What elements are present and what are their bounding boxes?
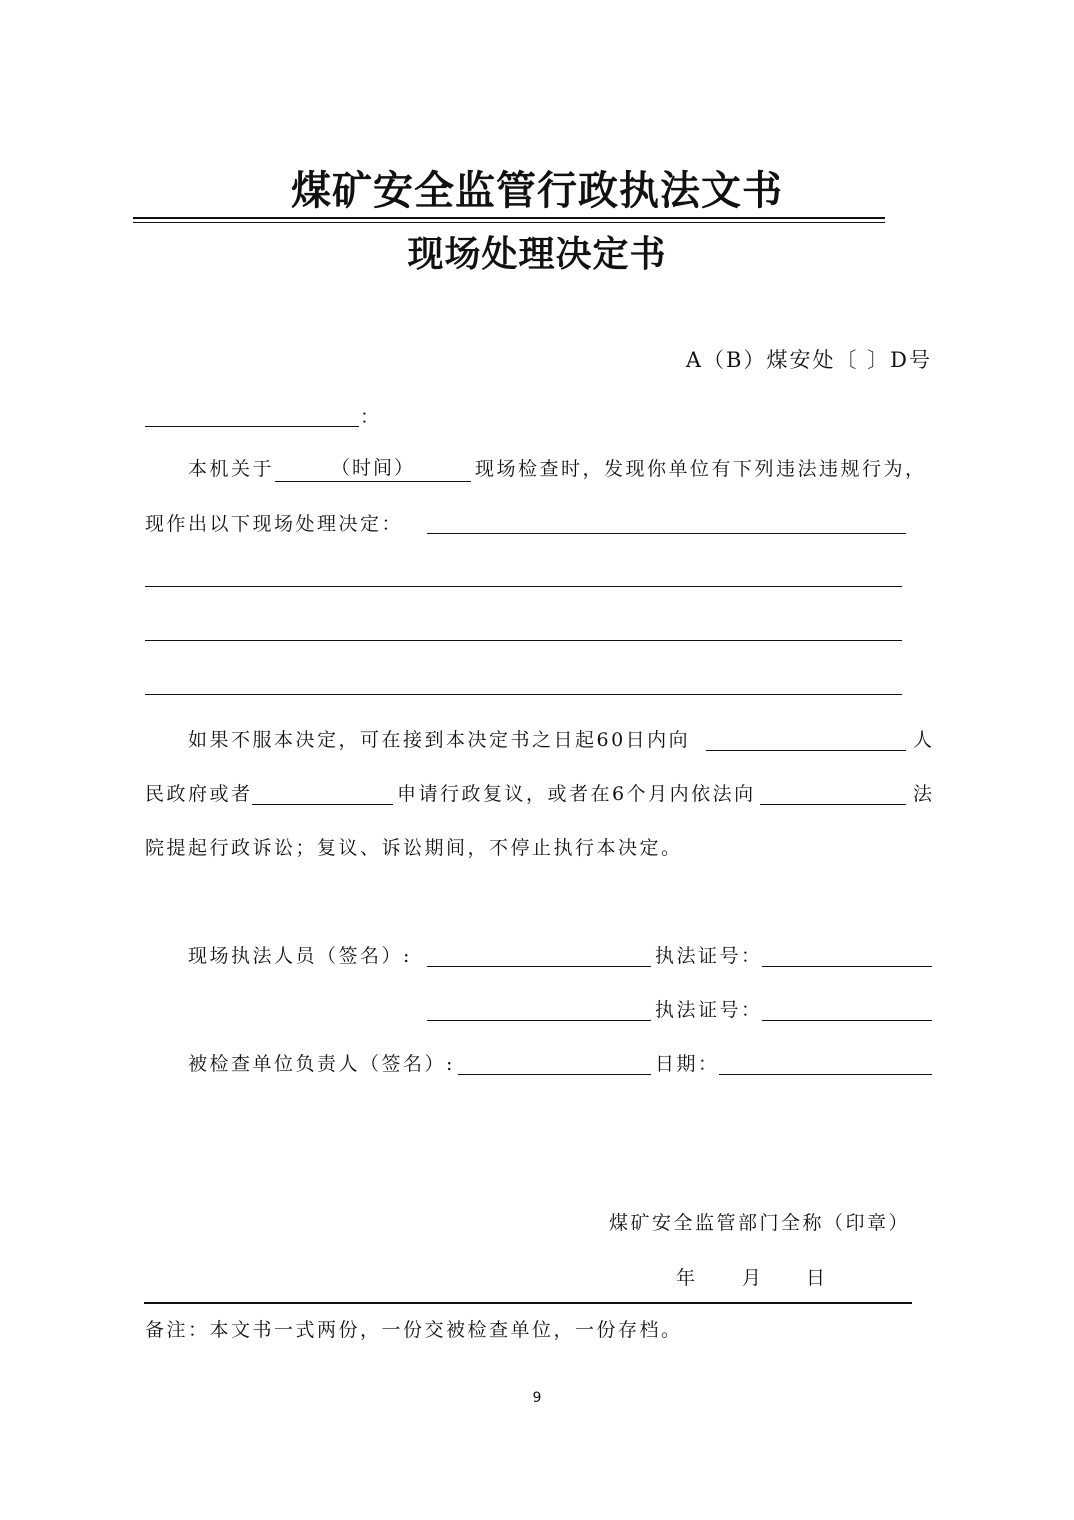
issue-date-day: 日 xyxy=(806,1267,828,1289)
cert-number-blank-1[interactable] xyxy=(762,966,932,967)
decision-blank-3[interactable] xyxy=(145,640,902,641)
court-blank[interactable] xyxy=(760,804,906,805)
date-blank[interactable] xyxy=(719,1074,932,1075)
paragraph2-char-ren: 人 xyxy=(913,729,935,751)
review-agency-blank[interactable] xyxy=(252,804,393,805)
paragraph1-line2: 现作出以下现场处理决定： xyxy=(145,513,404,535)
page-number: 9 xyxy=(532,1390,542,1406)
paragraph2-char-fa: 法 xyxy=(913,783,935,805)
document-title: 现场处理决定书 xyxy=(407,234,667,275)
issue-date-year: 年 xyxy=(676,1267,698,1289)
paragraph2-prefix: 如果不服本决定，可在接到本决定书之日起60日内向 xyxy=(188,729,691,751)
date-label: 日期： xyxy=(655,1053,720,1075)
cert-number-label-1: 执法证号： xyxy=(655,945,763,967)
inspector-signature-blank-2[interactable] xyxy=(427,1020,651,1021)
issue-date-month: 月 xyxy=(742,1267,764,1289)
paragraph2-line2-mid: 申请行政复议，或者在6个月内依法向 xyxy=(397,783,756,805)
title-rule-thick xyxy=(133,217,885,219)
paragraph1-prefix: 本机关于 xyxy=(188,458,275,480)
decision-blank-1[interactable] xyxy=(427,533,906,534)
paragraph1-suffix: 现场检查时，发现你单位有下列违法违规行为， xyxy=(475,458,927,480)
inspected-head-signature-blank[interactable] xyxy=(458,1074,651,1075)
decision-blank-4[interactable] xyxy=(145,694,902,695)
inspector-signature-blank-1[interactable] xyxy=(427,966,651,967)
footer-note: 备注：本文书一式两份，一份交被检查单位，一份存档。 xyxy=(145,1319,683,1341)
cert-number-blank-2[interactable] xyxy=(762,1020,932,1021)
paragraph2-line3: 院提起行政诉讼；复议、诉讼期间，不停止执行本决定。 xyxy=(145,837,683,859)
people-government-blank[interactable] xyxy=(706,750,906,751)
decision-blank-2[interactable] xyxy=(145,586,902,587)
inspected-head-signature-label: 被检查单位负责人（签名）: xyxy=(188,1053,455,1075)
document-number: A（B）煤安处〔 〕D号 xyxy=(685,348,932,372)
paragraph2-line2-prefix: 民政府或者 xyxy=(145,783,253,805)
title-rule-thin xyxy=(133,222,885,223)
inspector-signature-label: 现场执法人员（签名）: xyxy=(188,945,412,967)
issuer-name-seal: 煤矿安全监管部门全称（印章） xyxy=(609,1212,911,1234)
cert-number-label-2: 执法证号： xyxy=(655,999,763,1021)
document-series-title: 煤矿安全监管行政执法文书 xyxy=(291,168,783,214)
footer-rule xyxy=(144,1302,912,1304)
addressee-blank[interactable] xyxy=(145,426,359,427)
addressee-colon: ： xyxy=(360,406,382,428)
inspection-time-hint: （时间） xyxy=(330,457,415,479)
